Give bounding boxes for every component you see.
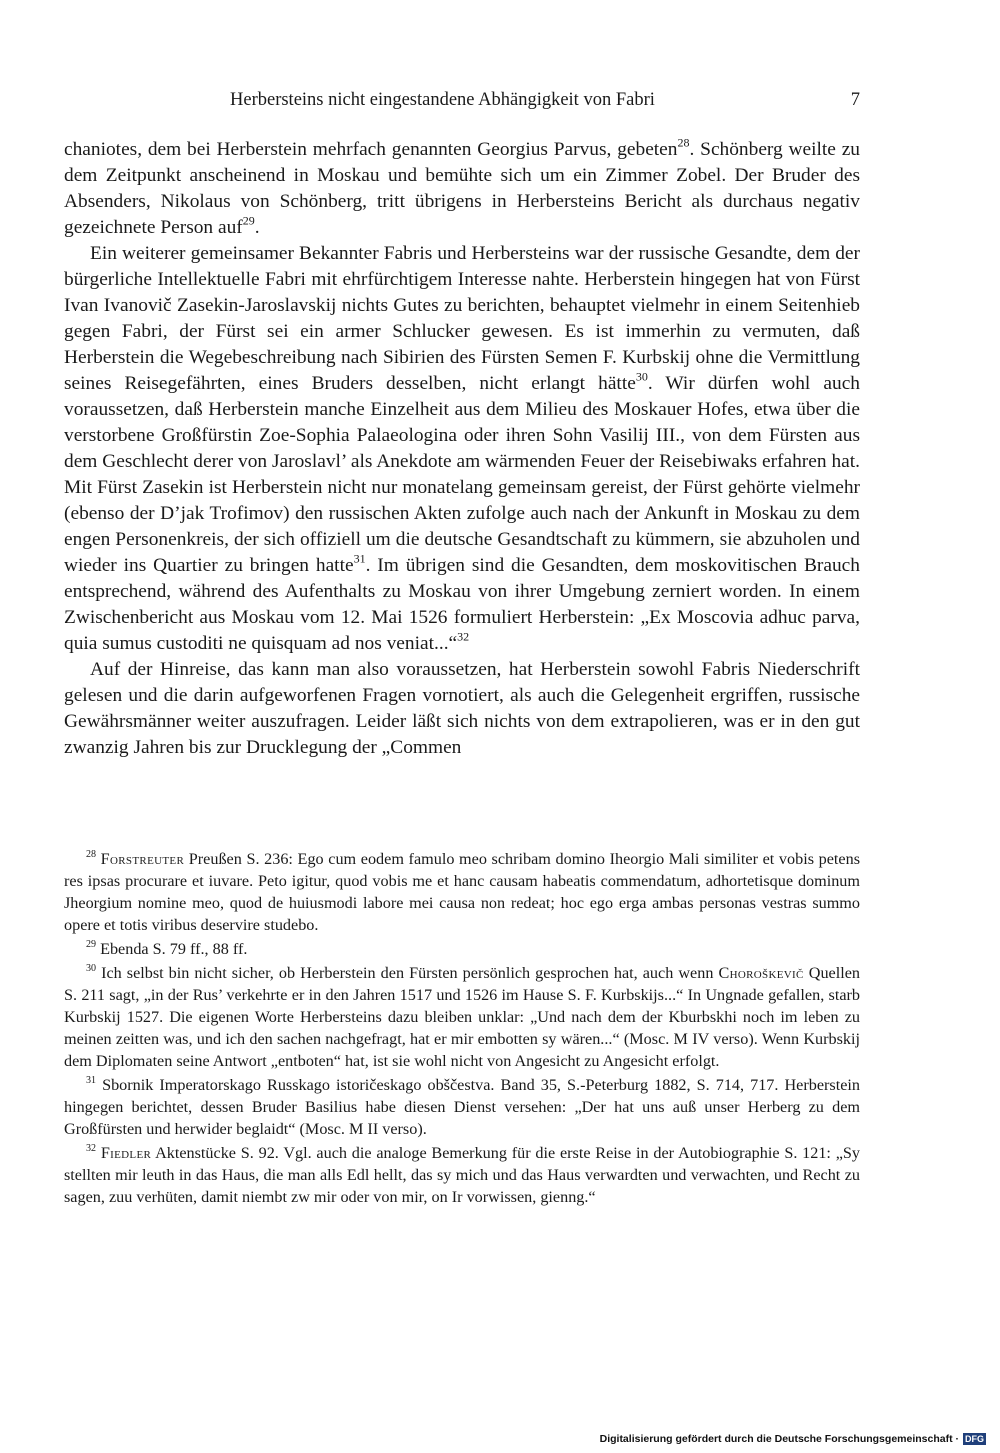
footnote-29: $^{29}$ Ebenda S. 79 ff., 88 ff. (86, 938, 248, 958)
footnote-32: $^{32}$ Fiedler Aktenstücke S. 92. Vgl. auch die analoge Bemerkung für die erste Reise in der Autobiographie S. 121: „Sy stellten mir leuth in das Haus, die man alls Edl hellt, das sy mich und das Haus verwardten und verwachten, und Recht zu sagen, zuu verhüten, damit niembt zw mir oder von mir, on Ir vorwissen, gienng.“ (64, 1142, 860, 1206)
footnote-ref-29: 29 (242, 213, 255, 228)
digitization-credit (600, 1432, 986, 1446)
footnote-ref-28: 28 (677, 135, 690, 150)
footnote-30: $^{30}$ Ich selbst bin nicht sicher, ob Herberstein den Fürsten persönlich gesprochen hat, auch wenn Choroškevič Quellen S. 211 sagt, „in der Rus’ verkehrte er in den Jahren 1517 und 1526 im Hause S. F. Kurbskijs...“ In Ungnade gefallen, starb Kurbskij 1527. Die eigenen Worte Herbersteins dazu bleiben unklar: „Und nach dem der Kburbskhi noch im leben zu meinen zeitten was, und ich den sachen nachgefragt, hat er mir embotten sy wären...“ (Mosc. M IV verso). Wenn Kurbskij dem Diplomaten seine Antwort „entboten“ hat, ist sie wohl nicht von Angesicht zu Angesicht erfolgt. (64, 962, 860, 1070)
footnote-ref-31: 31 (353, 551, 366, 566)
footnote-ref-30: 30 (635, 369, 648, 384)
dfg-logo: DFG (965, 1434, 984, 1444)
credit-text: Digitalisierung gefördert durch die Deutsche Forschungsgemeinschaft · (599, 1433, 959, 1445)
footnotes (64, 848, 860, 1210)
paragraph-1: chaniotes, dem bei Herberstein mehrfach genannten Georgius Parvus, gebeten$^{28}$. Schönberg weilte zu dem Zeitpunkt anscheinend in Moskau und bemühte sich um ein Zimmer Zobel. Der Bruder des Absenders, Nikolaus von Schönberg, tritt übrigens in Herbersteins Bericht als durchaus negativ gezeichnete Person auf$^{29}$. (64, 135, 861, 238)
footnote-ref-32: 32 (457, 629, 470, 644)
footnote-31: $^{31}$ Sbornik Imperatorskago Russkago istoričeskago obščestva. Band 35, S.-Peterburg 1882, S. 714, 717. Herberstein hingegen berichtet, dessen Bruder Basilius habe diesen Dienst versehen: „Der hat uns auß unser Herberg zu dem Großfürsten und herwider beglaidt“ (Mosc. M II verso). (64, 1074, 860, 1138)
footnote-28: $^{28}$ Forstreuter Preußen S. 236: Ego cum eodem famulo meo schribam domino Iheorgio Mali similiter et vobis petens res ipsas procurare et iuvare. Peto igitur, quod vobis me et hanc causam habeatis commendatum, adhortetisque dominum Jheorgium nomine meo, quod de huiusmodi labore mei causa non redeat; hoc ego erga ambas personas vestras summo opere et totis viribus deservire studebo. (64, 848, 860, 934)
page-number: 7 (850, 90, 860, 110)
footnote-author: Forstreuter (100, 850, 185, 868)
running-head: Herbersteins nicht eingestandene Abhängigkeit von Fabri (230, 90, 655, 110)
page-header (64, 88, 860, 112)
paragraph-3: Auf der Hinreise, das kann man also voraussetzen, hat Herberstein sowohl Fabris Niederschrift gelesen und die darin aufgeworfenen Fragen vornotiert, als auch die Gelegenheit ergriffen, russische Gewährsmänner weiter auszufragen. Leider läßt sich nichts von dem extrapolieren, was er in den gut zwanzig Jahren bis zur Drucklegung der „Commen (64, 659, 860, 758)
paragraph-2: Ein weiterer gemeinsamer Bekannter Fabris und Herbersteins war der russische Gesandte, dem der bürgerliche Intellektuelle Fabri mit ehrfürchtigem Interesse nahte. Herberstein hingegen hat von Fürst Ivan Ivanovič Zasekin-Jaroslavskij nichts Gutes zu berichten, behauptet vielmehr in einem Seitenhieb gegen Fabri, der Fürst sei ein armer Schlucker gewesen. Es ist immerhin zu vermuten, daß Herberstein die Wegebeschreibung nach Sibirien des Fürsten Semen F. Kurbskij ohne die Vermittlung seines Reisegefährten, eines Bruders desselben, nicht erlangt hätte$^{30}$. Wir dürfen wohl auch voraussetzen, daß Herberstein manche Einzelheit aus dem Milieu des Moskauer Hofes, etwa über die verstorbene Großfürstin Zoe-Sophia Palaeologina oder ihren Sohn Vasilij III., von dem Fürsten aus dem Geschlecht derer von Jaroslavl’ als Anekdote am wärmenden Feuer der Reisebiwaks erfahren hat. Mit Fürst Zasekin ist Herberstein nicht nur monatelang gemeinsam gereist, der Fürst gehörte vielmehr (ebenso der D’jak Trofimov) den russischen Akten zufolge auch nach der Ankunft in Moskau zu dem engen Personenkreis, der sich offiziell um die deutsche Gesandtschaft zu kümmern, sie abzuholen und wieder ins Quartier zu bringen hatte$^{31}$. Im übrigen sind die Gesandten, dem moskovitischen Brauch entsprechend, während des Aufenthalts zu Moskau von ihrer Umgebung zerniert worden. In einem Zwischenbericht aus Moskau vom 12. Mai 1526 formuliert Herberstein: „Ex Moscovia adhuc parva, quia sumus custoditi ne quisquam ad nos veniat...“$^{32}$ (64, 243, 860, 654)
main-text (64, 137, 860, 761)
footnote-author: Choroškevič (718, 964, 804, 982)
footnote-author: Fiedler (100, 1144, 152, 1162)
